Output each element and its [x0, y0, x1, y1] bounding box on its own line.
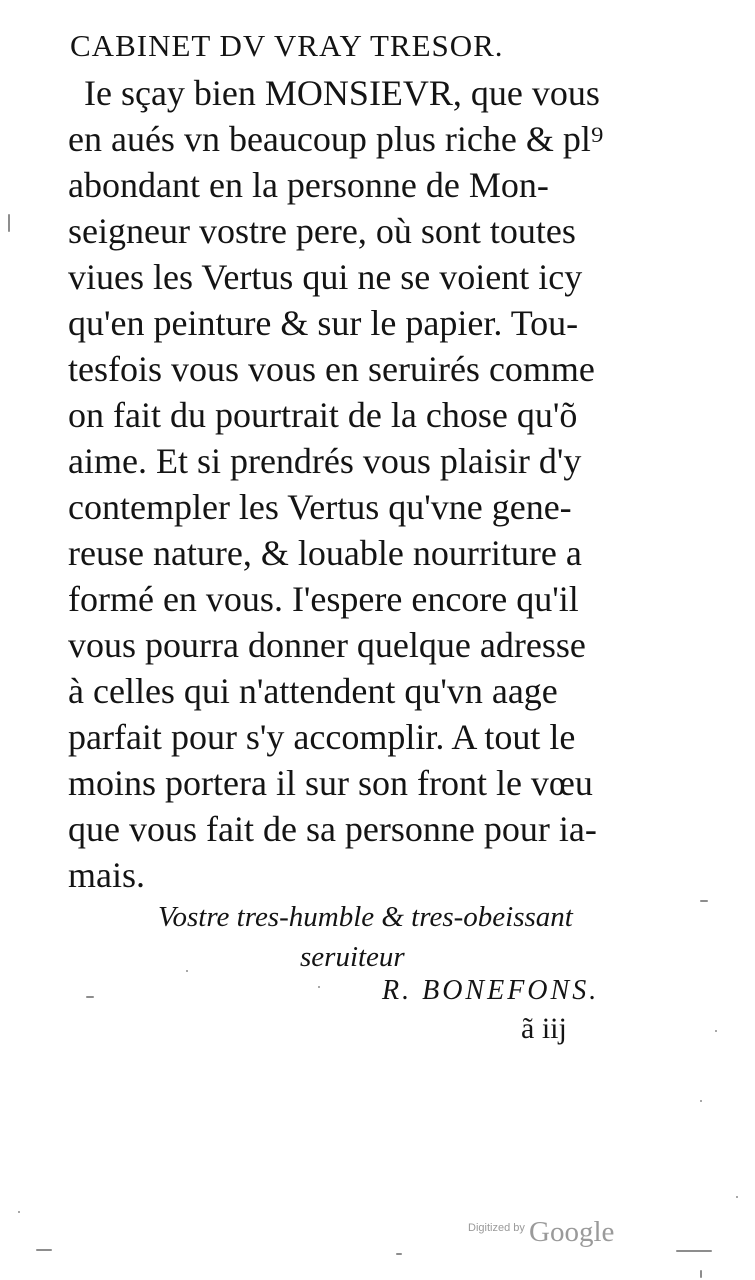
- text-line: reuse nature, & louable nourriture a: [68, 533, 582, 573]
- scan-speck: [36, 1249, 52, 1251]
- text-line: vous pourra donner quelque adresse: [68, 625, 586, 665]
- running-header: CABINET DV VRAY TRESOR.: [70, 28, 504, 63]
- text-line: on fait du pourtrait de la chose qu'õ: [68, 395, 578, 435]
- text-line: abondant en la personne de Mon-: [68, 165, 549, 205]
- scan-speck: [736, 1196, 738, 1198]
- closing-salutation: Vostre tres-humble & tres-obeissant: [158, 901, 573, 933]
- scan-speck: [186, 970, 188, 972]
- text-line: moins portera il sur son front le vœu: [68, 763, 593, 803]
- text-line: en aués vn beaucoup plus riche & pl⁹: [68, 119, 604, 159]
- scan-speck: [86, 996, 94, 998]
- digitized-by-label: Digitized by: [468, 1222, 525, 1234]
- scan-speck: [700, 1100, 702, 1102]
- body-text: [68, 70, 668, 898]
- text-line: Ie sçay bien MONSIEVR, que vous: [84, 73, 600, 113]
- google-watermark: Google: [529, 1216, 615, 1248]
- closing-servant: seruiteur: [300, 941, 405, 973]
- text-line: qu'en peinture & sur le papier. Tou-: [68, 303, 579, 343]
- text-line: mais.: [68, 855, 145, 895]
- text-line: contempler les Vertus qu'vne gene-: [68, 487, 572, 527]
- signature-mark: ã iij: [521, 1012, 567, 1045]
- text-line: viues les Vertus qui ne se voient icy: [68, 257, 583, 297]
- text-line: à celles qui n'attendent qu'vn aage: [68, 671, 558, 711]
- scan-speck: [676, 1250, 712, 1252]
- text-line: tesfois vous vous en seruirés comme: [68, 349, 595, 389]
- text-line: que vous fait de sa personne pour ia-: [68, 809, 597, 849]
- scan-speck: [715, 1030, 717, 1032]
- text-line: formé en vous. I'espere encore qu'il: [68, 579, 579, 619]
- scan-speck: [396, 1253, 402, 1255]
- scan-speck: [700, 900, 708, 902]
- scan-speck: [8, 214, 10, 232]
- scan-speck: [18, 1211, 20, 1213]
- scan-speck: [700, 1270, 702, 1278]
- text-line: seigneur vostre pere, où sont toutes: [68, 211, 576, 251]
- text-line: parfait pour s'y accomplir. A tout le: [68, 717, 576, 757]
- scan-speck: [318, 986, 320, 988]
- text-line: aime. Et si prendrés vous plaisir d'y: [68, 441, 582, 481]
- author-signature: R. BONEFONS.: [382, 975, 600, 1006]
